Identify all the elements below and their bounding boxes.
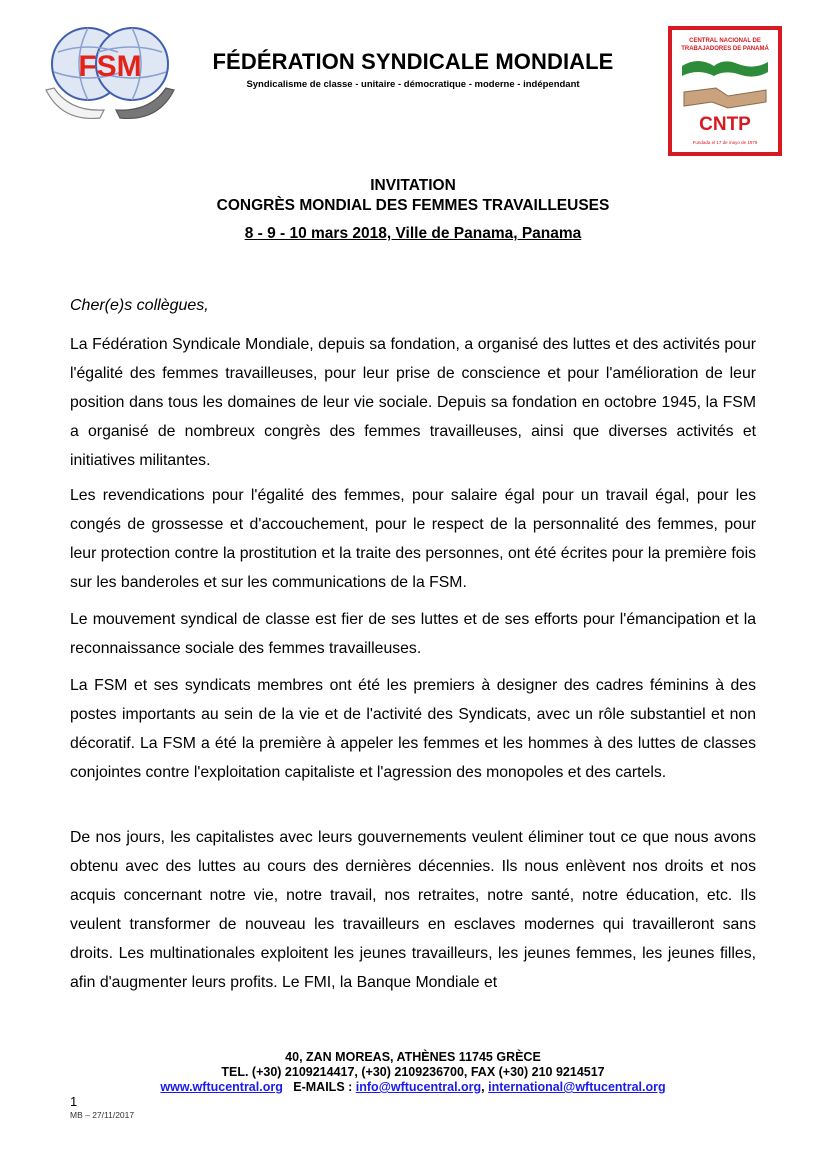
fsm-logo: [40, 22, 180, 130]
event-date-location: 8 - 9 - 10 mars 2018, Ville de Panama, Panama: [244, 225, 582, 242]
organization-tagline: Syndicalisme de classe - unitaire - démocratique - moderne - indépendant: [246, 79, 580, 90]
email-info-link[interactable]: info@wftucentral.org: [355, 1080, 482, 1094]
paragraph-3: Le mouvement syndical de classe est fier de ses luttes et de ses efforts pour l'émancipation et la reconnaissance sociale des femmes travailleuses.: [70, 611, 756, 657]
paragraph-1: La Fédération Syndicale Mondiale, depuis sa fondation, a organisé des luttes et des activités pour l'égalité des femmes travailleuses, pour leur prise de conscience et pour l'amélioration de leur position dans tous les domaines de leur vie sociale. Depuis sa fondation en octobre 1945, la FSM a organisé de nombreux congrès des femmes travailleuses, ainsi que diverses activités et initiatives militantes.: [70, 336, 756, 469]
paragraph-4: La FSM et ses syndicats membres ont été les premiers à designer des cadres féminins à des postes importants au sein de la vie et de l'activité des Syndicats, avec un rôle substantiel et non décoratif. La FSM a été la première à appeler les femmes et les hommes à des luttes de classes conjointes contre l'exploitation capitaliste et l'agression des monopoles et des cartels.: [70, 677, 756, 781]
fsm-logo-text: FSM: [78, 50, 142, 83]
website-link[interactable]: www.wftucentral.org: [160, 1080, 283, 1094]
cntp-logo-line1: CENTRAL NACIONAL DE: [689, 38, 761, 44]
footer-address: 40, ZAN MOREAS, ATHÈNES 11745 GRÈCE: [285, 1050, 541, 1064]
paragraph-2: Les revendications pour l'égalité des femmes, pour salaire égal pour un travail égal, pour les congés de grossesse et d'accouchement, pour le respect de la personnalité des femmes, pour leur protection contre la prostitution et la traite des personnes, ont été écrites pour la première fois sur les banderoles et sur les communications de la FSM.: [70, 487, 756, 591]
salutation: Cher(e)s collègues,: [70, 297, 209, 314]
cntp-logo-acronym: CNTP: [699, 114, 751, 135]
cntp-logo-founded: Fundada el 17 de mayo de 1979: [692, 140, 758, 145]
page-number: 1: [70, 1094, 78, 1109]
footer-phones: TEL. (+30) 2109214417, (+30) 2109236700, FAX (+30) 210 9214517: [221, 1065, 605, 1079]
paragraph-5: De nos jours, les capitalistes avec leurs gouvernements veulent éliminer tout ce que nous avons obtenu avec des luttes au cours des dernières décennies. Ils nous enlèvent nos droits et nos acquis concernant notre vie, notre travail, nos retraites, notre santé, notre éducation, etc. Ils veulent transformer de nouveau les travailleurs en esclaves modernes qui travailleront sans droits. Les multinationales exploitent les jeunes travailleurs, les jeunes femmes, les jeunes filles, afin d'augmenter leurs profits. Le FMI, la Banque Mondiale et: [70, 829, 756, 991]
congress-title: CONGRÈS MONDIAL DES FEMMES TRAVAILLEUSES: [216, 197, 610, 214]
emails-label: E-MAILS :: [293, 1080, 353, 1094]
cntp-logo: [668, 26, 782, 156]
cntp-logo-line2: TRABAJADORES DE PANAMÁ: [681, 46, 769, 52]
invitation-heading: INVITATION: [370, 177, 456, 194]
email-international-link[interactable]: international@wftucentral.org: [488, 1080, 666, 1094]
organization-title: FÉDÉRATION SYNDICALE MONDIALE: [212, 49, 614, 74]
email-separator: ,: [481, 1080, 485, 1094]
document-reference: MB – 27/11/2017: [70, 1110, 135, 1120]
footer-contacts: [100, 1080, 726, 1095]
